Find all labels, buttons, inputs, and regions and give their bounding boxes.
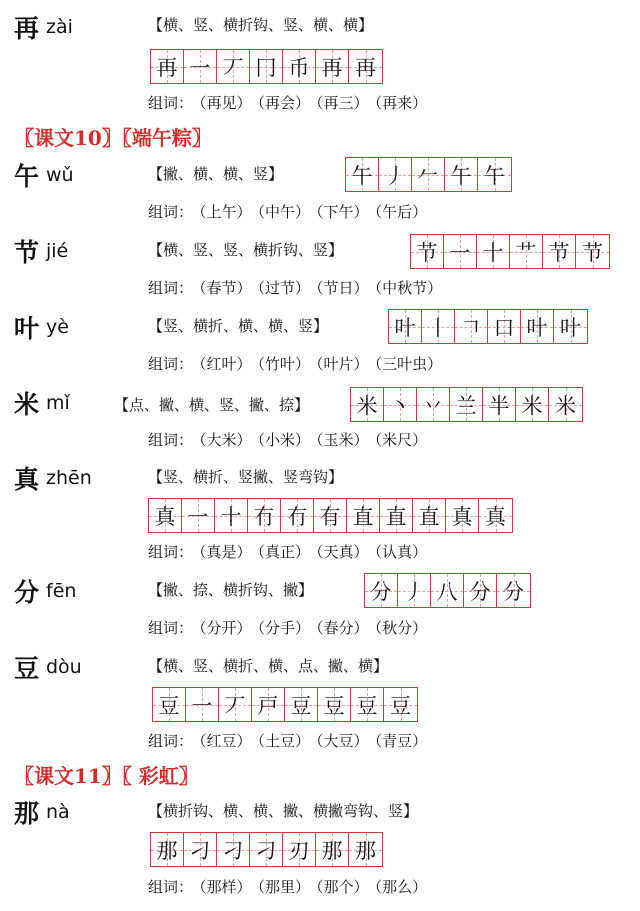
grid-cell: 豆 <box>384 688 417 721</box>
entry-char: 那 <box>14 799 40 828</box>
words-prefix: 组词： <box>148 619 194 637</box>
words-prefix: 组词： <box>148 94 194 112</box>
stroke-order-text: 【撇、捺、横折钩、撇】 <box>148 581 314 599</box>
entry-char: 米 <box>14 390 40 419</box>
grid-cell: 十 <box>477 235 510 268</box>
grid-cell: 兰 <box>450 388 483 421</box>
grid-cell: 丆 <box>217 50 250 83</box>
entry-pinyin: zhēn <box>46 467 92 489</box>
grid-cell: 豆 <box>153 688 186 721</box>
grid-cell: 刁 <box>250 833 283 866</box>
stroke-order-text: 【撇、横、横、竖】 <box>148 165 284 183</box>
grid-cell: 米 <box>351 388 384 421</box>
grid-cell: 真 <box>446 499 479 532</box>
grid-cell: 丿 <box>379 158 412 191</box>
stroke-order-text: 【横、竖、横折、横、点、撇、横】 <box>148 657 389 675</box>
entry-char: 真 <box>14 465 40 494</box>
stroke-grid <box>350 387 583 422</box>
grid-cell: 午 <box>478 158 511 191</box>
entry-pinyin: fēn <box>46 580 77 602</box>
grid-cell: 那 <box>349 833 382 866</box>
grid-cell: 冂 <box>250 50 283 83</box>
grid-cell: 有 <box>314 499 347 532</box>
entry-char: 节 <box>14 238 40 267</box>
grid-cell: 𠂉 <box>412 158 445 191</box>
stroke-order-text: 【竖、横折、横、横、竖】 <box>148 317 329 335</box>
grid-cell: 直 <box>380 499 413 532</box>
words-prefix: 组词： <box>148 355 194 373</box>
words-prefix: 组词： <box>148 878 194 896</box>
grid-cell: 节 <box>543 235 576 268</box>
grid-cell: 再 <box>316 50 349 83</box>
word-list: 组词： （那样） （那里） （那个） （那么） <box>148 878 428 896</box>
words-prefix: 组词： <box>148 543 194 561</box>
stroke-order-text: 【竖、横折、竖撇、竖弯钩】 <box>148 468 344 486</box>
grid-cell: 豆 <box>318 688 351 721</box>
grid-cell: 𠃍 <box>455 310 488 343</box>
grid-cell: 米 <box>549 388 582 421</box>
stroke-grid <box>364 573 531 608</box>
grid-cell: 半 <box>483 388 516 421</box>
grid-cell: 分 <box>365 574 398 607</box>
grid-cell: 叶 <box>389 310 422 343</box>
entry-char: 再 <box>14 14 40 43</box>
grid-cell: 丆 <box>219 688 252 721</box>
word-list: 组词： （大米） （小米） （玉米） （米尺） <box>148 431 428 449</box>
grid-cell: 十 <box>215 499 248 532</box>
stroke-grid <box>152 687 418 722</box>
grid-cell: 口 <box>488 310 521 343</box>
stroke-grid <box>388 309 588 344</box>
grid-cell: 真 <box>479 499 512 532</box>
words-prefix: 组词： <box>148 279 194 297</box>
grid-cell: 直 <box>413 499 446 532</box>
grid-cell: 刁 <box>184 833 217 866</box>
grid-cell: 再 <box>151 50 184 83</box>
word-list: 组词： （红叶） （竹叶） （叶片） （三叶虫） <box>148 355 443 373</box>
grid-cell: 艹 <box>510 235 543 268</box>
word-list: 组词： （红豆） （土豆） （大豆） （青豆） <box>148 732 428 750</box>
grid-cell: 真 <box>149 499 182 532</box>
stroke-order-text: 【横、竖、横折钩、竖、横、横】 <box>148 16 374 34</box>
words-prefix: 组词： <box>148 203 194 221</box>
section-heading: 〖课文10〗〖端午粽〗 <box>14 126 212 150</box>
grid-cell: 一 <box>184 50 217 83</box>
entry-pinyin: yè <box>46 316 69 338</box>
entry-pinyin: zài <box>46 16 73 38</box>
word-list: 组词： （再见） （再会） （再三） （再来） <box>148 94 428 112</box>
grid-cell: 一 <box>444 235 477 268</box>
stroke-grid <box>345 157 512 192</box>
entry-pinyin: wǔ <box>46 164 74 186</box>
grid-cell: 午 <box>346 158 379 191</box>
grid-cell: 一 <box>182 499 215 532</box>
entry-pinyin: jié <box>46 240 69 262</box>
grid-cell: 叶 <box>554 310 587 343</box>
grid-cell: 节 <box>411 235 444 268</box>
word-list: 组词： （上午） （中午） （下午） （午后） <box>148 203 428 221</box>
entry-char: 豆 <box>14 654 40 683</box>
grid-cell: 丿 <box>398 574 431 607</box>
entry-pinyin: nà <box>46 801 70 823</box>
words-prefix: 组词： <box>148 732 194 750</box>
entry-char: 午 <box>14 162 40 191</box>
grid-cell: 叶 <box>521 310 554 343</box>
grid-cell: 刃 <box>283 833 316 866</box>
grid-cell: 丨 <box>422 310 455 343</box>
entry-char: 叶 <box>14 314 40 343</box>
stroke-grid <box>410 234 610 269</box>
grid-cell: 节 <box>576 235 609 268</box>
grid-cell: 那 <box>316 833 349 866</box>
grid-cell: 冇 <box>281 499 314 532</box>
grid-cell: 丶 <box>384 388 417 421</box>
grid-cell: 丷 <box>417 388 450 421</box>
grid-cell: 币 <box>283 50 316 83</box>
stroke-grid <box>150 49 383 84</box>
grid-cell: 那 <box>151 833 184 866</box>
grid-cell: 冇 <box>248 499 281 532</box>
entry-char: 分 <box>14 578 40 607</box>
grid-cell: 豆 <box>285 688 318 721</box>
word-list: 组词： （真是） （真正） （天真） （认真） <box>148 543 428 561</box>
grid-cell: 一 <box>186 688 219 721</box>
word-list: 组词： （分开） （分手） （春分） （秋分） <box>148 619 428 637</box>
grid-cell: 午 <box>445 158 478 191</box>
entry-pinyin: dòu <box>46 656 82 678</box>
stroke-order-text: 【点、撇、横、竖、撇、捺】 <box>114 396 310 414</box>
grid-cell: 再 <box>349 50 382 83</box>
stroke-grid <box>148 498 513 533</box>
grid-cell: 直 <box>347 499 380 532</box>
grid-cell: 豆 <box>351 688 384 721</box>
entry-pinyin: mǐ <box>46 392 70 414</box>
stroke-grid <box>150 832 383 867</box>
words-prefix: 组词： <box>148 431 194 449</box>
stroke-order-text: 【横折钩、横、横、撇、横撇弯钩、竖】 <box>148 802 419 820</box>
grid-cell: 八 <box>431 574 464 607</box>
grid-cell: 分 <box>497 574 530 607</box>
stroke-order-text: 【横、竖、竖、横折钩、竖】 <box>148 241 344 259</box>
grid-cell: 刁 <box>217 833 250 866</box>
section-heading: 〖课文11〗〖 彩虹〗 <box>14 764 199 788</box>
grid-cell: 戸 <box>252 688 285 721</box>
word-list: 组词： （春节） （过节） （节日） （中秋节） <box>148 279 443 297</box>
grid-cell: 米 <box>516 388 549 421</box>
grid-cell: 分 <box>464 574 497 607</box>
